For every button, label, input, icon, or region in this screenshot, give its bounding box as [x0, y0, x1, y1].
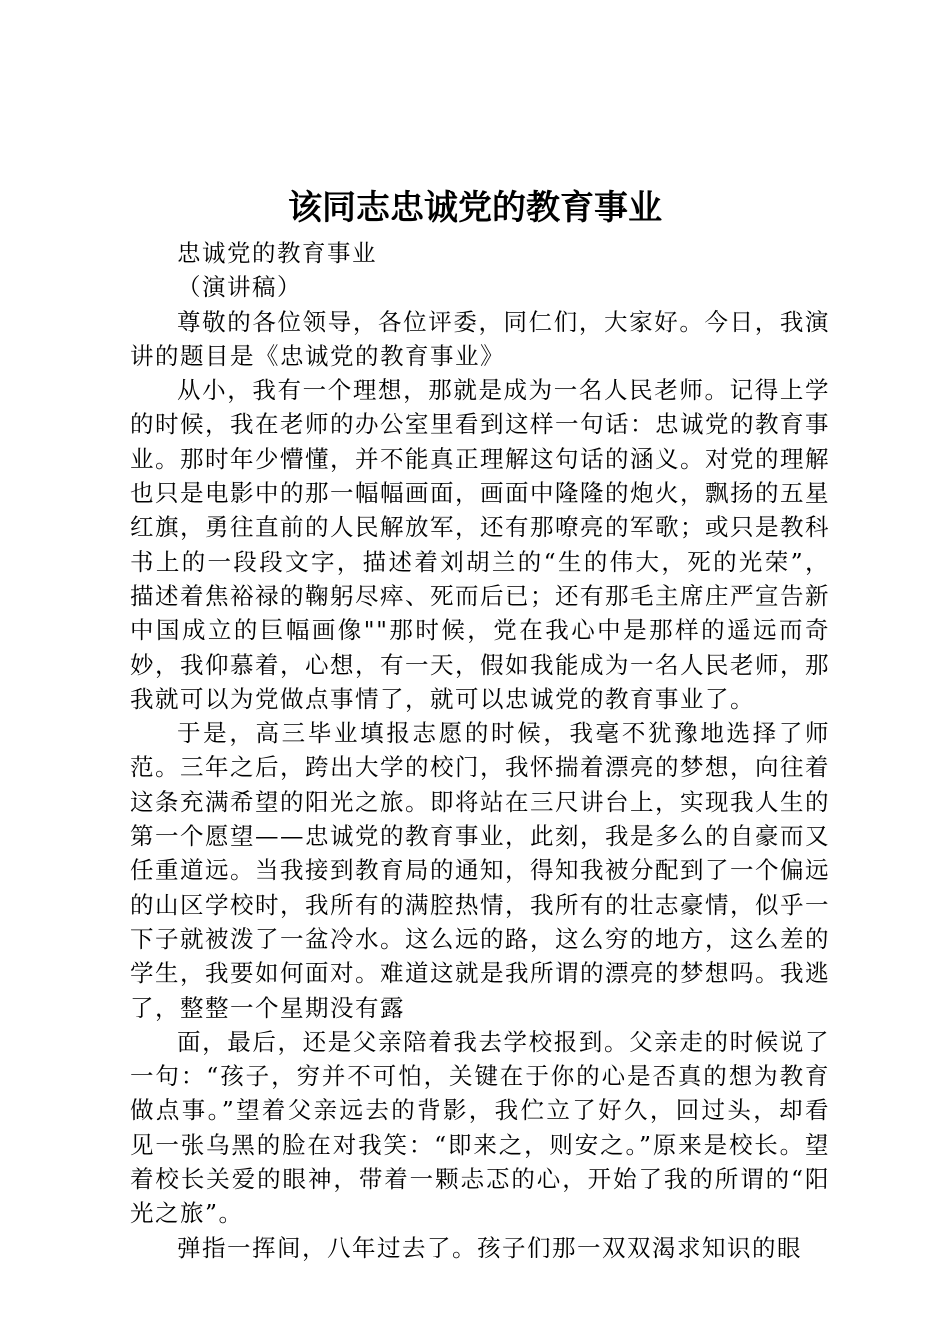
paragraph-father: 面，最后，还是父亲陪着我去学校报到。父亲走的时候说了一句：“孩子，穷并不可怕，关键在于你的心是否真的想为教育做点事。”望着父亲远去的背影，我伫立了好久，回过头，却看见一张乌黑的脸在对我笑：“即来之，则安之。”原来是校长。望着校长关爱的眼神，带着一颗忐忑的心，开始了我的所谓的“阳光之旅”。 — [130, 1027, 830, 1228]
paragraph-graduation: 于是，高三毕业填报志愿的时候，我毫不犹豫地选择了师范。三年之后，跨出大学的校门，我怀揣着漂亮的梦想，向往着这条充满希望的阳光之旅。即将站在三尺讲台上，实现我人生的第一个愿望——忠诚党的教育事业，此刻，我是多么的自豪而又任重道远。当我接到教育局的通知，得知我被分配到了一个偏远的山区学校时，我所有的满腔热情，我所有的壮志豪情，似乎一下子就被泼了一盆冷水。这么远的路，这么穷的地方，这么差的学生，我要如何面对。难道这就是我所谓的漂亮的梦想吗。我逃了，整整一个星期没有露 — [130, 719, 830, 1022]
paragraph-childhood: 从小，我有一个理想，那就是成为一名人民老师。记得上学的时候，我在老师的办公室里看到这样一句话：忠诚党的教育事业。那时年少懵懂，并不能真正理解这句话的涵义。对党的理解也只是电影中的那一幅幅画面，画面中隆隆的炮火，飘扬的五星红旗，勇往直前的人民解放军，还有那嘹亮的军歌；或只是教科书上的一段段文字，描述着刘胡兰的“生的伟大，死的光荣”，描述着焦裕禄的鞠躬尽瘁、死而后已；还有那毛主席庄严宣告新中国成立的巨幅画像""那时候，党在我心中是那样的遥远而奇妙，我仰慕着，心想，有一天，假如我能成为一名人民老师，那我就可以为党做点事情了，就可以忠诚党的教育事业了。 — [130, 376, 830, 713]
paragraph-eight-years: 弹指一挥间，八年过去了。孩子们那一双双渴求知识的眼 — [177, 1233, 802, 1262]
speech-heading: 忠诚党的教育事业 — [177, 239, 377, 267]
paragraph-greeting: 尊敬的各位领导，各位评委，同仁们，大家好。今日，我演讲的题目是《忠诚党的教育事业》 — [130, 307, 830, 370]
document-body — [130, 236, 830, 1265]
document-title: 该同志忠诚党的教育事业 — [288, 188, 662, 228]
speech-subheading: （演讲稿） — [177, 273, 302, 302]
